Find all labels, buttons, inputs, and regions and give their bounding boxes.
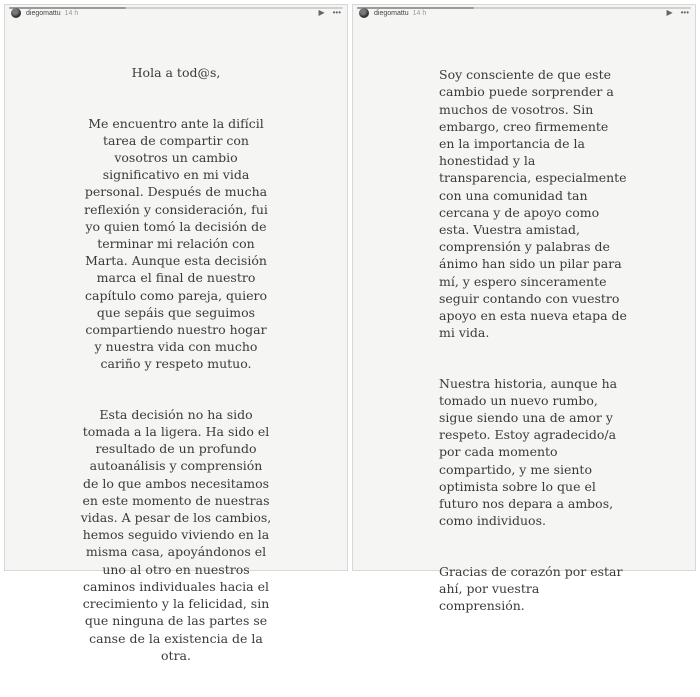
avatar[interactable] <box>11 8 21 18</box>
story-username[interactable]: diegomattu <box>374 9 409 17</box>
play-icon[interactable]: ▶ <box>666 8 673 17</box>
story-text <box>439 49 659 648</box>
story-paragraph: Esta decisión no ha sido tomada a la ligera. Ha sido el resultado de un profundo autoanálisis y comprensión de lo que ambos necesitamos en este momento de nuestras vidas. A pesar de los cambios, hemos seguido viviendo en la misma casa, apoyándonos el uno al otro en nuestros caminos individuales hacia el crecimiento y la felicidad, sin que ninguna de las partes se canse de la existencia de la otra. <box>80 406 272 663</box>
more-options-icon[interactable]: ••• <box>680 8 689 17</box>
play-icon[interactable]: ▶ <box>318 8 325 17</box>
story-header <box>353 5 695 21</box>
more-options-icon[interactable]: ••• <box>332 8 341 17</box>
story-username[interactable]: diegomattu <box>26 9 61 17</box>
story-frame-right[interactable] <box>352 4 696 614</box>
story-header <box>5 5 347 21</box>
avatar[interactable] <box>359 8 369 18</box>
story-paragraph: Me encuentro ante la difícil tarea de compartir con vosotros un cambio significativo en mi vida personal. Después de mucha reflexión y consideración, fui yo quien tomó la decisión de terminar mi relación con Marta. Aunque esta decisión marca el final de nuestro capítulo como pareja, quiero que sepáis que seguimos compartiendo nuestro hogar y nuestra vida con mucho cariño y respeto mutuo. <box>84 115 268 372</box>
story-time: 14 h <box>64 9 79 17</box>
story-text <box>41 47 311 697</box>
story-frame-left[interactable] <box>4 4 348 663</box>
story-paragraph: Gracias de corazón por estar ahí, por vuestra comprensión. <box>439 563 623 614</box>
story-paragraph: Hola a tod@s, <box>131 65 221 81</box>
story-time: 14 h <box>412 9 427 17</box>
story-paragraph: Nuestra historia, aunque ha tomado un nuevo rumbo, sigue siendo una de amor y respeto. Estoy agradecido/a por cada momento compartido, y me siento optimista sobre lo que el futuro nos depara a ambos, como individuos. <box>439 375 618 529</box>
story-paragraph: Soy consciente de que este cambio puede sorprender a muchos de vosotros. Sin embargo, creo firmemente en la importancia de la honestidad y la transparencia, especialmente con una comunidad tan cercana y de apoyo como esta. Vuestra amistad, comprensión y palabras de ánimo han sido un pilar para mí, y espero sinceramente seguir contando con vuestro apoyo en esta nueva etapa de mi vida. <box>439 67 627 341</box>
